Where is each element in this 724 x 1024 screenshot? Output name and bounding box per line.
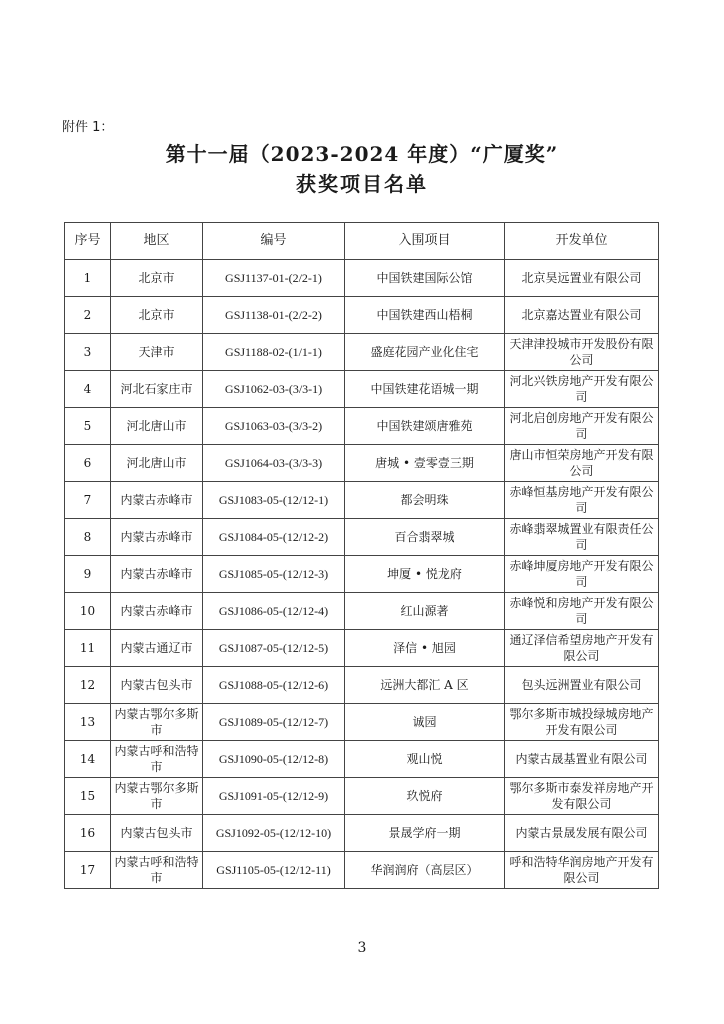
table-row — [65, 630, 659, 667]
row-index: 14 — [65, 741, 111, 778]
header-project: 入围项目 — [345, 223, 505, 260]
row-code: GSJ1091-05-(12/12-9) — [203, 778, 345, 815]
row-developer: 呼和浩特华润房地产开发有限公司 — [505, 852, 659, 889]
row-developer: 天津津投城市开发股份有限公司 — [505, 334, 659, 371]
table-row — [65, 593, 659, 630]
row-code: GSJ1062-03-(3/3-1) — [203, 371, 345, 408]
row-region: 内蒙古赤峰市 — [111, 556, 203, 593]
row-region: 内蒙古包头市 — [111, 815, 203, 852]
row-index: 16 — [65, 815, 111, 852]
table-row — [65, 852, 659, 889]
row-index: 6 — [65, 445, 111, 482]
row-project: 百合翡翠城 — [345, 519, 505, 556]
row-index: 9 — [65, 556, 111, 593]
row-region: 河北石家庄市 — [111, 371, 203, 408]
row-project: 红山源著 — [345, 593, 505, 630]
row-code: GSJ1138-01-(2/2-2) — [203, 297, 345, 334]
row-region: 内蒙古鄂尔多斯市 — [111, 704, 203, 741]
row-index: 8 — [65, 519, 111, 556]
row-region: 天津市 — [111, 334, 203, 371]
document-subtitle: 获奖项目名单 — [296, 172, 428, 196]
page-number: 3 — [357, 940, 367, 956]
table-row — [65, 297, 659, 334]
row-developer: 鄂尔多斯市泰发祥房地产开发有限公司 — [505, 778, 659, 815]
table-row — [65, 334, 659, 371]
row-project: 中国铁建西山梧桐 — [345, 297, 505, 334]
row-index: 11 — [65, 630, 111, 667]
header-code: 编号 — [203, 223, 345, 260]
row-code: GSJ1089-05-(12/12-7) — [203, 704, 345, 741]
row-project: 玖悦府 — [345, 778, 505, 815]
row-developer: 赤峰恒基房地产开发有限公司 — [505, 482, 659, 519]
table-body — [65, 260, 659, 889]
row-project: 唐城 • 壹零壹三期 — [345, 445, 505, 482]
row-region: 内蒙古赤峰市 — [111, 482, 203, 519]
row-code: GSJ1090-05-(12/12-8) — [203, 741, 345, 778]
row-developer: 通辽泽信希望房地产开发有限公司 — [505, 630, 659, 667]
row-project: 中国铁建颂唐雅苑 — [345, 408, 505, 445]
row-project: 中国铁建国际公馆 — [345, 260, 505, 297]
row-index: 2 — [65, 297, 111, 334]
document-title: 第十一届（2023-2024 年度）“广厦奖” — [165, 142, 559, 166]
row-region: 内蒙古赤峰市 — [111, 593, 203, 630]
row-index: 13 — [65, 704, 111, 741]
row-region: 河北唐山市 — [111, 408, 203, 445]
row-region: 北京市 — [111, 297, 203, 334]
row-region: 内蒙古鄂尔多斯市 — [111, 778, 203, 815]
row-project: 盛庭花园产业化住宅 — [345, 334, 505, 371]
row-index: 7 — [65, 482, 111, 519]
row-code: GSJ1105-05-(12/12-11) — [203, 852, 345, 889]
row-code: GSJ1188-02-(1/1-1) — [203, 334, 345, 371]
attachment-label: 附件 1： — [62, 120, 114, 135]
row-index: 1 — [65, 260, 111, 297]
row-project: 中国铁建花语城一期 — [345, 371, 505, 408]
row-developer: 河北启创房地产开发有限公司 — [505, 408, 659, 445]
row-project: 观山悦 — [345, 741, 505, 778]
row-code: GSJ1092-05-(12/12-10) — [203, 815, 345, 852]
row-project: 坤厦 • 悦龙府 — [345, 556, 505, 593]
row-region: 内蒙古呼和浩特市 — [111, 852, 203, 889]
row-region: 河北唐山市 — [111, 445, 203, 482]
table-header-row — [65, 223, 659, 260]
row-index: 12 — [65, 667, 111, 704]
row-project: 远洲大都汇 A 区 — [345, 667, 505, 704]
row-region: 内蒙古赤峰市 — [111, 519, 203, 556]
row-developer: 唐山市恒荣房地产开发有限公司 — [505, 445, 659, 482]
row-developer: 鄂尔多斯市城投绿城房地产开发有限公司 — [505, 704, 659, 741]
row-developer: 包头远洲置业有限公司 — [505, 667, 659, 704]
header-developer: 开发单位 — [505, 223, 659, 260]
table-row — [65, 482, 659, 519]
row-project: 诚园 — [345, 704, 505, 741]
header-index: 序号 — [65, 223, 111, 260]
row-developer: 内蒙古晟基置业有限公司 — [505, 741, 659, 778]
row-developer: 内蒙古景晟发展有限公司 — [505, 815, 659, 852]
row-developer: 赤峰翡翠城置业有限责任公司 — [505, 519, 659, 556]
row-code: GSJ1064-03-(3/3-3) — [203, 445, 345, 482]
row-index: 17 — [65, 852, 111, 889]
table-row — [65, 704, 659, 741]
row-code: GSJ1086-05-(12/12-4) — [203, 593, 345, 630]
table-row — [65, 260, 659, 297]
table-row — [65, 445, 659, 482]
table-row — [65, 371, 659, 408]
table-row — [65, 778, 659, 815]
row-developer: 北京昊远置业有限公司 — [505, 260, 659, 297]
row-project: 景晟学府一期 — [345, 815, 505, 852]
row-developer: 北京嘉达置业有限公司 — [505, 297, 659, 334]
row-code: GSJ1085-05-(12/12-3) — [203, 556, 345, 593]
row-region: 北京市 — [111, 260, 203, 297]
row-developer: 赤峰坤厦房地产开发有限公司 — [505, 556, 659, 593]
row-region: 内蒙古包头市 — [111, 667, 203, 704]
row-code: GSJ1137-01-(2/2-1) — [203, 260, 345, 297]
row-code: GSJ1087-05-(12/12-5) — [203, 630, 345, 667]
table-row — [65, 556, 659, 593]
row-code: GSJ1084-05-(12/12-2) — [203, 519, 345, 556]
row-index: 3 — [65, 334, 111, 371]
header-region: 地区 — [111, 223, 203, 260]
row-region: 内蒙古通辽市 — [111, 630, 203, 667]
row-index: 5 — [65, 408, 111, 445]
row-code: GSJ1088-05-(12/12-6) — [203, 667, 345, 704]
row-code: GSJ1063-03-(3/3-2) — [203, 408, 345, 445]
row-developer: 赤峰悦和房地产开发有限公司 — [505, 593, 659, 630]
table-row — [65, 815, 659, 852]
table-row — [65, 408, 659, 445]
awards-table — [64, 222, 659, 889]
table-row — [65, 741, 659, 778]
row-project: 泽信 • 旭园 — [345, 630, 505, 667]
row-index: 15 — [65, 778, 111, 815]
table-row — [65, 519, 659, 556]
table-row — [65, 667, 659, 704]
row-code: GSJ1083-05-(12/12-1) — [203, 482, 345, 519]
row-developer: 河北兴铁房地产开发有限公司 — [505, 371, 659, 408]
row-index: 10 — [65, 593, 111, 630]
row-region: 内蒙古呼和浩特市 — [111, 741, 203, 778]
row-project: 华润润府（高层区） — [345, 852, 505, 889]
row-index: 4 — [65, 371, 111, 408]
row-project: 都会明珠 — [345, 482, 505, 519]
